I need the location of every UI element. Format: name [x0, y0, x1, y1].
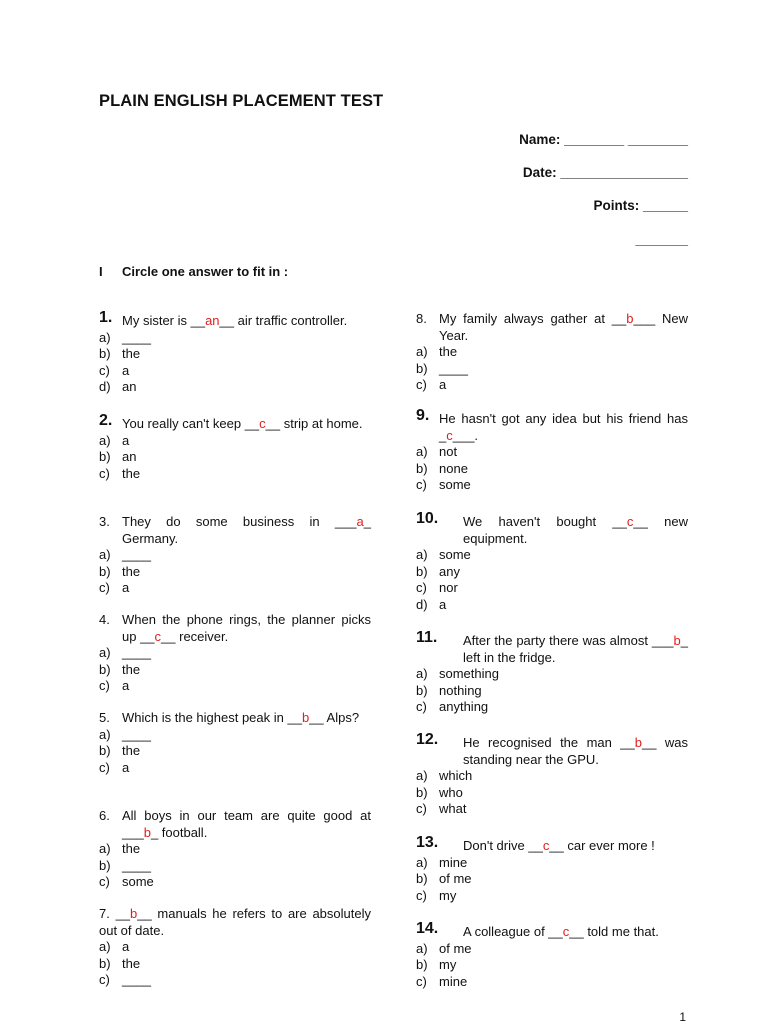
- page-number: 1: [679, 1010, 686, 1024]
- question-stem: [416, 731, 688, 768]
- option-letter: c): [416, 477, 427, 492]
- question-text-before: __: [115, 906, 131, 921]
- option-letter: a): [416, 666, 428, 681]
- option-letter: c): [99, 972, 110, 987]
- question-text-before: Don't drive __: [463, 838, 543, 853]
- option-text: of me: [439, 871, 472, 886]
- marked-answer: c: [259, 416, 266, 431]
- option-letter: c): [416, 973, 427, 989]
- question-number: 7.: [99, 906, 110, 921]
- option-letter: b): [416, 957, 428, 972]
- marked-answer: c: [626, 514, 634, 529]
- option-letter: c): [416, 699, 427, 714]
- answer-option[interactable]: [99, 727, 371, 744]
- option-text: some: [439, 547, 471, 562]
- option-letter: b): [99, 955, 111, 971]
- option-text: the: [439, 344, 458, 359]
- question-text-after: _ left in the fridge.: [463, 633, 688, 665]
- question-item: [416, 510, 688, 613]
- question-text-after: ___ New Year.: [439, 311, 688, 343]
- question-number: 3.: [99, 514, 110, 529]
- answer-option[interactable]: [416, 699, 688, 716]
- answer-option[interactable]: [416, 461, 688, 478]
- option-letter: b): [99, 857, 111, 873]
- option-letter: b): [416, 360, 428, 376]
- section-number: I: [99, 264, 103, 279]
- option-letter: b): [416, 563, 428, 579]
- question-item: [416, 629, 688, 716]
- question-text-before: My sister is __: [122, 313, 206, 328]
- option-letter: c): [99, 759, 110, 775]
- page-title: PLAIN ENGLISH PLACEMENT TEST: [99, 92, 384, 110]
- option-text: my: [439, 957, 457, 972]
- answer-option[interactable]: [99, 760, 371, 777]
- question-number: 1.: [99, 309, 113, 326]
- option-letter: b): [99, 449, 111, 464]
- option-text: the: [122, 841, 141, 856]
- option-text: anything: [439, 699, 489, 714]
- option-letter: b): [99, 661, 111, 677]
- question-stem: [99, 309, 371, 330]
- answer-option[interactable]: [416, 477, 688, 494]
- question-item: [416, 920, 688, 990]
- answer-option[interactable]: [99, 330, 371, 347]
- option-text: what: [439, 801, 467, 816]
- option-letter: a): [99, 329, 111, 345]
- option-text: ____: [122, 972, 151, 987]
- name-field-label: Name: ________ ________: [519, 132, 688, 147]
- question-number: 6.: [99, 808, 110, 823]
- option-text: ____: [122, 726, 151, 742]
- marked-answer: an: [205, 313, 220, 328]
- question-number: 10.: [416, 510, 439, 527]
- option-text: a: [439, 596, 447, 612]
- question-item: [416, 407, 688, 494]
- marked-answer: c: [562, 924, 570, 939]
- answer-option[interactable]: [99, 743, 371, 760]
- question-text-before: Which is the highest peak in __: [122, 710, 302, 725]
- question-text-before: He recognised the man __: [463, 735, 635, 750]
- option-letter: a): [416, 854, 428, 870]
- answer-option[interactable]: [416, 801, 688, 818]
- question-stem: [99, 808, 371, 841]
- question-text-after: __ manuals he refers to are absolutely out of date.: [99, 906, 371, 938]
- answer-option[interactable]: [416, 683, 688, 700]
- option-text: a: [122, 939, 130, 954]
- option-letter: a): [416, 940, 428, 956]
- option-letter: c): [99, 874, 110, 889]
- question-stem: [99, 412, 371, 433]
- option-letter: a): [416, 547, 428, 562]
- answer-option[interactable]: [99, 841, 371, 858]
- option-letter: b): [99, 346, 111, 361]
- answer-option[interactable]: [416, 344, 688, 361]
- option-text: who: [439, 784, 463, 800]
- question-item: [99, 612, 371, 695]
- answer-option[interactable]: [416, 941, 688, 958]
- question-item: [99, 309, 371, 396]
- answer-option[interactable]: [99, 662, 371, 679]
- option-text: the: [122, 563, 141, 579]
- option-letter: b): [99, 743, 111, 758]
- question-text-after: __ car ever more !: [549, 838, 655, 853]
- answer-option[interactable]: [416, 974, 688, 991]
- marked-answer: b: [626, 311, 634, 326]
- answer-option[interactable]: [416, 871, 688, 888]
- question-text-before: All boys in our team are quite good at ___: [122, 808, 371, 840]
- question-number: 9.: [416, 407, 430, 424]
- option-letter: a): [99, 432, 111, 448]
- option-text: ____: [122, 857, 151, 873]
- option-letter: c): [99, 580, 110, 595]
- answer-option[interactable]: [99, 363, 371, 380]
- question-item: [99, 412, 371, 482]
- marked-answer: b: [634, 735, 642, 750]
- question-number: 14.: [416, 920, 439, 937]
- question-item: [99, 808, 371, 891]
- option-text: ____: [122, 645, 151, 660]
- option-text: a: [122, 580, 130, 595]
- answer-option[interactable]: [99, 547, 371, 564]
- question-text-after: __ receiver.: [161, 628, 229, 644]
- answer-option[interactable]: [99, 972, 371, 989]
- option-letter: c): [416, 801, 427, 816]
- question-text-after: ___.: [452, 427, 479, 443]
- option-text: some: [122, 874, 154, 889]
- answer-option[interactable]: [416, 768, 688, 785]
- answer-option[interactable]: [99, 645, 371, 662]
- answer-option[interactable]: [99, 678, 371, 695]
- answer-option[interactable]: [416, 580, 688, 597]
- option-letter: b): [416, 682, 428, 698]
- option-letter: a): [99, 645, 111, 660]
- option-text: the: [122, 661, 141, 677]
- marked-answer: b: [673, 633, 681, 648]
- answer-option[interactable]: [416, 597, 688, 614]
- question-text-after: __ strip at home.: [265, 416, 363, 431]
- option-text: which: [439, 768, 473, 783]
- answer-option[interactable]: [99, 449, 371, 466]
- question-text-after: __ new equipment.: [463, 514, 688, 546]
- question-text-after: __ Alps?: [309, 710, 360, 725]
- option-text: an: [122, 449, 137, 464]
- answer-option[interactable]: [99, 433, 371, 450]
- answer-option[interactable]: [416, 957, 688, 974]
- question-item: [99, 710, 371, 776]
- answer-option[interactable]: [416, 888, 688, 905]
- option-text: a: [122, 759, 130, 775]
- option-letter: c): [99, 678, 110, 693]
- option-letter: a): [416, 444, 428, 459]
- option-letter: d): [416, 596, 428, 612]
- option-text: of me: [439, 940, 472, 956]
- option-letter: a): [416, 768, 428, 783]
- question-number: 11.: [416, 629, 438, 646]
- marked-answer: c: [542, 838, 550, 853]
- answer-option[interactable]: [99, 580, 371, 597]
- question-text-before: When the phone rings, the planner picks up __: [122, 612, 371, 644]
- option-text: the: [122, 743, 141, 758]
- question-stem: [416, 629, 688, 666]
- option-letter: a): [99, 547, 111, 562]
- option-letter: a): [99, 841, 111, 856]
- option-text: not: [439, 444, 458, 459]
- option-letter: b): [416, 460, 428, 476]
- option-text: a: [122, 432, 130, 448]
- option-text: mine: [439, 973, 468, 989]
- question-stem: [416, 834, 688, 855]
- question-text-before: A colleague of __: [463, 924, 563, 939]
- option-text: a: [439, 377, 447, 392]
- option-letter: b): [99, 563, 111, 579]
- option-letter: d): [99, 379, 111, 394]
- answer-option[interactable]: [99, 858, 371, 875]
- question-text-after: __ air traffic controller.: [219, 313, 348, 328]
- answer-option[interactable]: [99, 956, 371, 973]
- question-text-before: They do some business in ___: [122, 514, 357, 529]
- option-text: nothing: [439, 682, 482, 698]
- question-stem: [416, 311, 688, 344]
- question-number: 8.: [416, 311, 427, 326]
- option-text: a: [122, 362, 130, 378]
- answer-option[interactable]: [416, 377, 688, 394]
- option-text: ____: [439, 360, 468, 376]
- question-text-after: __ told me that.: [569, 924, 659, 939]
- question-number: 2.: [99, 412, 113, 429]
- question-text-after: _ football.: [150, 824, 208, 840]
- option-letter: c): [416, 887, 427, 903]
- question-text-before: You really can't keep __: [122, 416, 260, 431]
- marked-answer: a: [356, 514, 364, 529]
- answer-option[interactable]: [416, 444, 688, 461]
- option-letter: c): [99, 362, 110, 378]
- option-text: an: [122, 379, 137, 394]
- question-text-before: We haven't bought __: [463, 514, 627, 529]
- question-text-after: __ was standing near the GPU.: [463, 735, 688, 767]
- option-letter: a): [99, 939, 111, 954]
- answer-option[interactable]: [416, 666, 688, 683]
- question-text-after: _ Germany.: [122, 514, 371, 546]
- question-item: [416, 731, 688, 818]
- answer-option[interactable]: [99, 939, 371, 956]
- option-text: a: [122, 678, 130, 693]
- question-number: 12.: [416, 731, 439, 748]
- question-item: [416, 834, 688, 904]
- question-stem: [99, 514, 371, 547]
- marked-answer: c: [446, 427, 453, 443]
- option-letter: c): [99, 465, 110, 481]
- answer-option[interactable]: [416, 855, 688, 872]
- question-item: [99, 514, 371, 597]
- question-number: 13.: [416, 834, 439, 851]
- question-number: 5.: [99, 710, 110, 725]
- option-text: ____: [122, 547, 151, 562]
- answer-option[interactable]: [99, 564, 371, 581]
- points-field-label: Points: ______: [593, 198, 688, 213]
- option-text: some: [439, 477, 471, 492]
- marked-answer: b: [130, 906, 138, 921]
- option-text: the: [122, 465, 141, 481]
- option-text: something: [439, 666, 499, 681]
- option-letter: a): [416, 344, 428, 359]
- option-text: any: [439, 563, 460, 579]
- question-text-before: My family always gather at __: [439, 311, 627, 326]
- date-field-label: Date: _________________: [522, 165, 688, 180]
- option-letter: b): [416, 871, 428, 886]
- answer-option[interactable]: [416, 785, 688, 802]
- marked-answer: c: [154, 628, 162, 644]
- answer-option[interactable]: [416, 361, 688, 378]
- option-text: ____: [122, 329, 151, 345]
- question-stem: [99, 906, 371, 939]
- question-stem: [99, 612, 371, 645]
- answer-option[interactable]: [416, 547, 688, 564]
- question-text-before: After the party there was almost ___: [463, 633, 674, 648]
- marked-answer: b: [301, 710, 310, 725]
- question-number: 4.: [99, 612, 110, 627]
- option-letter: b): [416, 784, 428, 800]
- option-text: none: [439, 460, 468, 476]
- question-text-before: He hasn't got any idea but his friend has _: [439, 411, 688, 443]
- points-score-line: _______: [635, 232, 688, 247]
- question-stem: [416, 407, 688, 444]
- option-letter: c): [416, 580, 427, 595]
- marked-answer: b: [143, 824, 151, 840]
- question-stem: [416, 510, 688, 547]
- answer-option[interactable]: [99, 346, 371, 363]
- option-text: nor: [439, 580, 458, 595]
- answer-option[interactable]: [99, 379, 371, 396]
- option-letter: c): [416, 377, 427, 392]
- option-text: mine: [439, 854, 468, 870]
- answer-option[interactable]: [99, 874, 371, 891]
- answer-option[interactable]: [416, 564, 688, 581]
- section-heading: [99, 264, 288, 279]
- question-item: [416, 311, 688, 394]
- question-stem: [416, 920, 688, 941]
- section-instruction: Circle one answer to fit in :: [122, 264, 289, 279]
- option-text: my: [439, 887, 457, 903]
- option-text: the: [122, 346, 141, 361]
- option-text: the: [122, 955, 141, 971]
- question-stem: [99, 710, 371, 727]
- option-letter: a): [99, 726, 111, 742]
- question-item: [99, 906, 371, 989]
- answer-option[interactable]: [99, 466, 371, 483]
